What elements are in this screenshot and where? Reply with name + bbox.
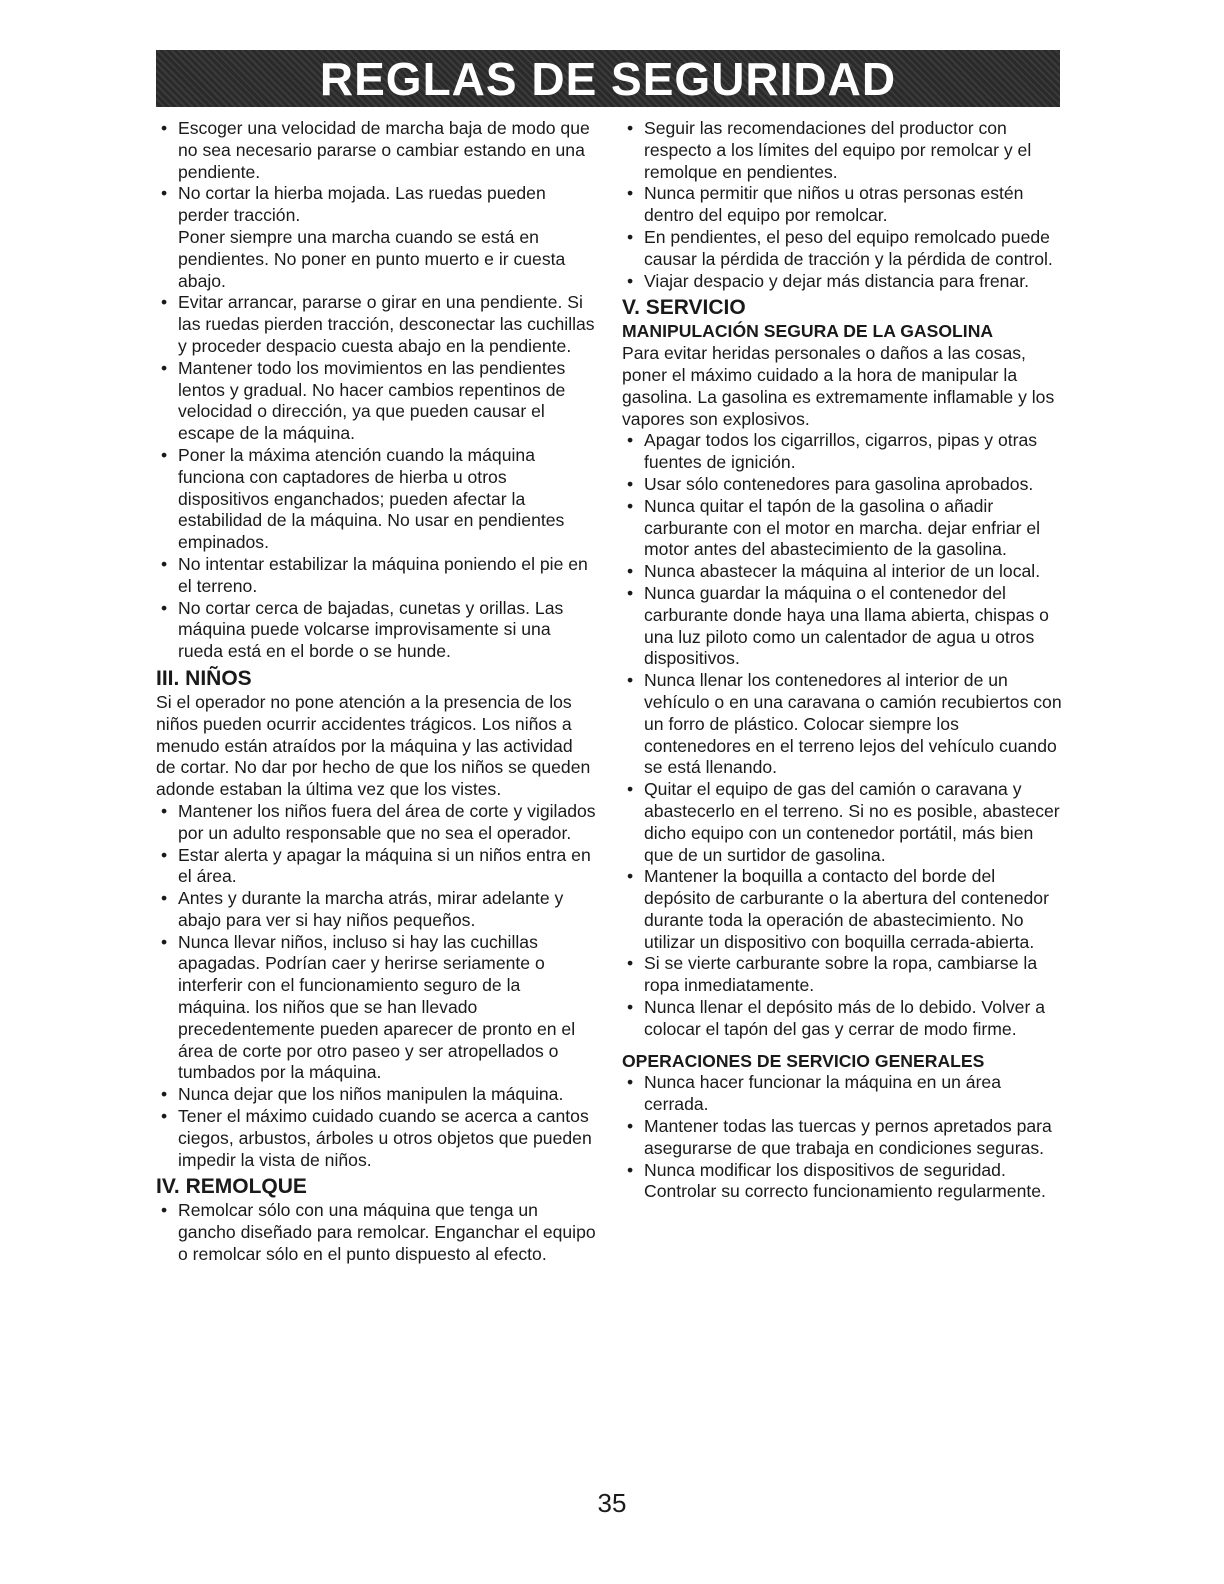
list-item: • Nunca permitir que niños u otras personas estén dentro del equipo por remolcar.: [627, 183, 1024, 226]
bullet-icon: •: [161, 553, 168, 574]
list-item: • Antes y durante la marcha atrás, mirar adelante y abajo para ver si hay niños pequeños.: [161, 888, 564, 930]
bullet-icon: •: [627, 1116, 634, 1137]
list-item: • Escoger una velocidad de marcha baja de modo que no sea necesario pararse o cambiar estando en una pendiente.: [161, 118, 590, 182]
list-item: • Estar alerta y apagar la máquina si un niños entra en el área.: [161, 844, 591, 887]
list-item: • Mantener la boquilla a contacto del borde del depósito de carburante o la abertura del contenedor durante toda la operación de abastecimiento. No utilizar un dispositivo con boquilla cerrada-abierta.: [627, 866, 1049, 952]
slope-list: [156, 118, 596, 663]
bullet-icon: •: [161, 183, 168, 204]
bullet-icon: •: [161, 597, 168, 618]
bullet-icon: •: [627, 226, 634, 247]
remolque-list-continued: [622, 118, 1062, 292]
bullet-icon: •: [627, 997, 634, 1018]
bullet-icon: •: [627, 561, 634, 582]
bullet-icon: •: [627, 430, 634, 451]
gasolina-list: [622, 430, 1062, 1040]
list-item: • No cortar la hierba mojada. Las ruedas pueden perder tracción.: [161, 183, 546, 226]
list-item: • Mantener los niños fuera del área de corte y vigilados por un adulto responsable que no sea el operador.: [161, 800, 596, 843]
list-item: • Tener el máximo cuidado cuando se acerca a cantos ciegos, arbustos, árboles u otros objetos que pueden impedir la vista de niños.: [161, 1106, 592, 1170]
bullet-icon: •: [161, 444, 168, 465]
list-item: • Apagar todos los cigarrillos, cigarros, pipas y otras fuentes de ignición.: [627, 430, 1038, 473]
list-item: • Nunca modificar los dispositivos de seguridad. Controlar su correcto funcionamiento regularmente.: [627, 1159, 1046, 1202]
list-item: • No intentar estabilizar la máquina poniendo el pie en el terreno.: [161, 553, 588, 596]
list-item: • Nunca quitar el tapón de la gasolina o añadir carburante con el motor en marcha. dejar enfriar el motor antes del abastecimiento de la gasolina.: [627, 495, 1041, 560]
section-title-remolque: IV. REMOLQUE: [156, 1175, 307, 1199]
bullet-icon: •: [161, 1084, 168, 1105]
bullet-icon: •: [161, 292, 168, 313]
list-item: • Nunca llenar el depósito más de lo debido. Volver a colocar el tapón del gas y cerrar de modo firme.: [627, 997, 1045, 1039]
bullet-icon: •: [161, 357, 168, 378]
bullet-icon: •: [627, 183, 634, 204]
bullet-icon: •: [627, 953, 634, 974]
list-item: • Mantener todas las tuercas y pernos apretados para asegurarse de que trabaja en condiciones seguras.: [627, 1116, 1052, 1158]
list-item: • Nunca abastecer la máquina al interior de un local.: [627, 561, 1041, 582]
bullet-icon: •: [161, 1200, 168, 1221]
list-item: • Mantener todo los movimientos en las pendientes lentos y gradual. No hacer cambios repentinos de velocidad o dirección, ya que pueden causar el escape de la máquina.: [161, 357, 566, 444]
ninos-list: [156, 801, 596, 1172]
gasolina-intro: Para evitar heridas personales o daños a las cosas, poner el máximo cuidado a la hora de manipular la gasolina. La gasolina es extremamente inflamable y los vapores son explosivos.: [622, 343, 1055, 429]
list-item: • Poner la máxima atención cuando la máquina funciona con captadores de hierba u otros dispositivos enganchados; pueden afectar la estabilidad de la máquina. No usar en pendientes empinados.: [161, 444, 565, 553]
list-item: • Nunca dejar que los niños manipulen la máquina.: [161, 1084, 564, 1105]
list-item: • Nunca llevar niños, incluso si hay las cuchillas apagadas. Podrían caer y herirse seriamente o interferir con el funcionamiento seguro de la máquina. los niños que se han llevado precedentemente pueden aparecer de pronto en el área de corte por otro paseo y ser atropellados o tumbados por la máquina.: [161, 931, 576, 1083]
list-item: • En pendientes, el peso del equipo remolcado puede causar la pérdida de tracción y la pérdida de control.: [627, 226, 1053, 269]
list-item: • Usar sólo contenedores para gasolina aprobados.: [627, 473, 1034, 494]
list-item: • Nunca llenar los contenedores al interior de un vehículo o en una caravana o camión recubiertos con un forro de plástico. Colocar siempre los contenedores en el terreno lejos del vehículo cuando se está llenando.: [627, 670, 1062, 778]
bullet-icon: •: [161, 800, 168, 821]
bullet-icon: •: [627, 495, 634, 516]
bullet-icon: •: [627, 866, 634, 887]
list-item: • Nunca guardar la máquina o el contenedor del carburante donde haya una llama abierta, chispas o una luz piloto como un calentador de agua u otros dispositivos.: [627, 582, 1049, 669]
list-item: • Remolcar sólo con una máquina que tenga un gancho diseñado para remolcar. Enganchar el equipo o remolcar sólo en el punto dispuesto al efecto.: [161, 1200, 596, 1265]
bullet-icon: •: [161, 844, 168, 865]
subsection-title-gasolina: MANIPULACIÓN SEGURA DE LA GASOLINA: [622, 321, 994, 342]
bullet-icon: •: [627, 779, 634, 800]
list-item: • Viajar despacio y dejar más distancia para frenar.: [627, 270, 1029, 291]
page-number: 35: [597, 1488, 627, 1518]
remolque-list: [156, 1200, 596, 1265]
list-item: • Si se vierte carburante sobre la ropa, cambiarse la ropa inmediatamente.: [627, 953, 1038, 996]
list-item-continuation: Poner siempre una marcha cuando se está en pendientes. No poner en punto muerto e ir cuesta abajo.: [178, 226, 566, 291]
bullet-icon: •: [161, 118, 168, 138]
bullet-icon: •: [161, 1106, 168, 1127]
bullet-icon: •: [161, 888, 168, 909]
page-title: REGLAS DE SEGURIDAD: [319, 52, 897, 105]
bullet-icon: •: [161, 931, 168, 952]
right-column: [622, 118, 1062, 1203]
list-item: • No cortar cerca de bajadas, cunetas y orillas. Las máquina puede volcarse improvisamente si una rueda está en el borde o se hunde.: [161, 597, 564, 662]
bullet-icon: •: [627, 1159, 634, 1180]
ninos-intro: Si el operador no pone atención a la presencia de los niños pueden ocurrir accidentes trágicos. Los niños a menudo están atraídos por la máquina y las actividad de cortar. No dar por hecho de que los niños se queden adonde estaban la última vez que los vistes.: [156, 691, 591, 800]
left-column: [156, 118, 596, 1266]
bullet-icon: •: [627, 270, 634, 291]
list-item: • Quitar el equipo de gas del camión o caravana y abastecerlo en el terreno. Si no es posible, abastecer dicho equipo con un contenedor portátil, más bien que de un surtidor de gasolina.: [627, 779, 1060, 865]
subsection-title-operaciones: OPERACIONES DE SERVICIO GENERALES: [622, 1050, 985, 1071]
section-title-ninos: III. NIÑOS: [156, 666, 252, 690]
operaciones-list: [622, 1072, 1062, 1203]
section-title-servicio: V. SERVICIO: [622, 296, 746, 320]
bullet-icon: •: [627, 118, 634, 138]
bullet-icon: •: [627, 473, 634, 494]
title-banner: [156, 50, 1060, 107]
bullet-icon: •: [627, 582, 634, 603]
bullet-icon: •: [627, 670, 634, 691]
list-item: • Nunca hacer funcionar la máquina en un área cerrada.: [627, 1072, 1001, 1115]
bullet-icon: •: [627, 1072, 634, 1093]
list-item: • Evitar arrancar, pararse o girar en una pendiente. Si las ruedas pierden tracción, desconectar las cuchillas y proceder despacio cuesta abajo en la pendiente.: [161, 292, 595, 356]
list-item: • Seguir las recomendaciones del productor con respecto a los límites del equipo por remolcar y el remolque en pendientes.: [627, 118, 1032, 182]
